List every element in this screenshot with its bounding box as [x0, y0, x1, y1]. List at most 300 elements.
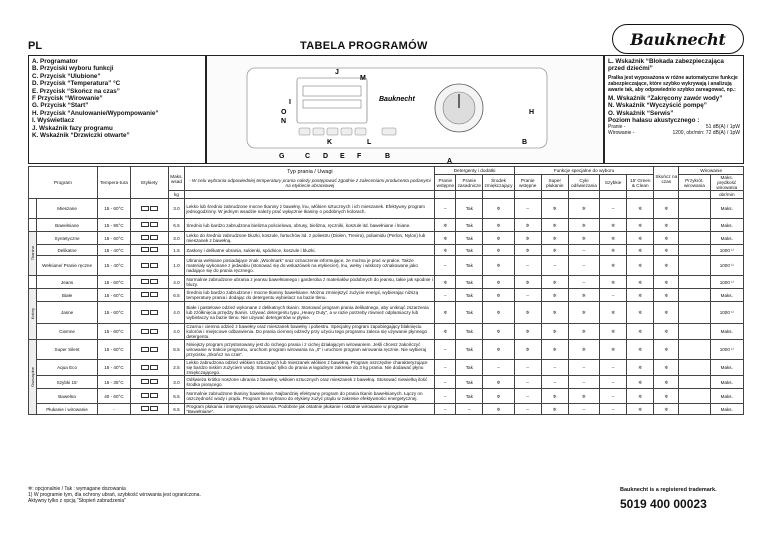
option-cell: ✲ — [435, 219, 456, 232]
legend-item-h: H. Przycisk “Anulowanie/Wypompowanie” — [32, 109, 159, 117]
option-cell: ✲ — [568, 324, 599, 340]
option-cell: ✲ — [483, 324, 514, 340]
program-description: Niniejszy program przystosowany jest do cichego prania i z cichej działającym wirowaniem. Jeśli chcesz zakończyć wirowanie w trakcie programu, uruchom program wirowania na „0” i uruchom program wirowania ręcznie. Nie wybieraj przycisku „Skończ na czas”. — [185, 340, 435, 360]
care-label-icon — [150, 365, 158, 370]
program-load: 6.5 — [168, 340, 185, 360]
option-cell: ✲ — [483, 276, 514, 289]
spin-speed: Maks. — [710, 219, 743, 232]
program-name: Aqua Eco — [37, 360, 97, 376]
care-label-icon — [141, 393, 149, 398]
svg-text:J: J — [335, 69, 339, 76]
table-row — [29, 245, 744, 256]
program-name: Jeans — [37, 276, 97, 289]
option-cell: ✲ — [627, 404, 654, 415]
option-cell: ✲ — [654, 376, 679, 389]
program-load: 4.0 — [168, 324, 185, 340]
program-temp: 15 - 40°C — [97, 360, 130, 376]
care-label-icon — [150, 279, 158, 284]
legend-item-e: E. Przycisk “Skończ na czas” — [32, 87, 120, 95]
program-name: Bawełna — [37, 389, 97, 404]
program-temp: - — [97, 404, 130, 415]
program-name: Mieszane — [37, 199, 97, 219]
legend-item-l: L. Wskaźnik “Blokada zabezpieczająca przed dziećmi” — [608, 58, 724, 73]
option-cell: ✲ — [627, 302, 654, 324]
option-cell: ✲ — [568, 389, 599, 404]
option-cell: – — [435, 376, 456, 389]
option-cell-extra — [679, 324, 710, 340]
program-description: Ubrania wełniane posiadające znak „Woolmark” oraz oznaczenie informujące, że można je prać w pralce. Także materiały wykonane z jedwabiu (stosować się do wskazówek na etykiecie!), lnu, wełny i wiskozy oznakowane jako nadające się do prania ręcznego. — [185, 256, 435, 276]
option-cell: ✲ — [568, 199, 599, 219]
table-row — [29, 289, 744, 302]
care-label-icons — [131, 276, 169, 289]
option-cell: ✲ — [654, 340, 679, 360]
care-label-icons — [131, 389, 169, 404]
option-cell: ✲ — [627, 199, 654, 219]
option-cell: – — [541, 256, 568, 276]
option-cell: – — [514, 360, 541, 376]
option-cell: ✲ — [514, 219, 541, 232]
spin-speed: 1000 ¹⁾ — [710, 302, 743, 324]
header-special: Funkcje specjalne do wyboru — [514, 167, 654, 175]
care-label-icon — [150, 329, 158, 334]
care-label-icons — [131, 376, 169, 389]
svg-text:N: N — [281, 118, 287, 125]
noise-spin-value: 1200, obr/min: 72 dB(A) / 1pW — [672, 130, 740, 137]
group-label: Tkanina — [29, 232, 37, 276]
option-cell: – — [600, 289, 627, 302]
option-cell: – — [483, 360, 514, 376]
option-cell: ✲ — [483, 219, 514, 232]
program-load: 4.0 — [168, 302, 185, 324]
spin-speed: 1000 ¹⁾ — [710, 340, 743, 360]
option-cell: – — [514, 256, 541, 276]
legend-left — [28, 55, 206, 164]
option-cell: ✲ — [483, 302, 514, 324]
option-cell: – — [435, 389, 456, 404]
option-cell-extra — [679, 219, 710, 232]
svg-text:I: I — [289, 99, 291, 106]
svg-text:E: E — [340, 153, 345, 160]
svg-text:D: D — [323, 153, 329, 160]
legend-item-k: K. Wskaźnik “Drzwiczki otwarte” — [32, 132, 130, 140]
header-program: Program — [29, 167, 98, 199]
option-cell: ✲ — [514, 232, 541, 245]
care-label-icon — [141, 279, 149, 284]
header-refresh: Cyki odświeżania — [568, 175, 599, 191]
legend-right — [604, 55, 744, 164]
option-cell: ✲ — [435, 302, 456, 324]
option-cell: ✲ — [627, 340, 654, 360]
option-cell: ✲ — [541, 245, 568, 256]
option-cell: ✲ — [627, 219, 654, 232]
program-load: 6.5 — [168, 404, 185, 415]
program-name: Ciemne — [37, 324, 97, 340]
option-cell: Tak — [456, 199, 483, 219]
option-cell: ✲ — [600, 245, 627, 256]
svg-text:C: C — [305, 153, 311, 160]
spin-speed: 1000 ¹⁾ — [710, 245, 743, 256]
header-super: Super płukanie — [541, 175, 568, 191]
care-label-icon — [150, 406, 158, 411]
care-label-icon — [150, 263, 158, 268]
option-cell: ✲ — [541, 289, 568, 302]
care-label-icon — [141, 206, 149, 211]
program-load: 6.5 — [168, 289, 185, 302]
care-label-icon — [141, 347, 149, 352]
option-cell: ✲ — [654, 404, 679, 415]
legend-item-m: M. Wskaźnik “Zakręcony zawór wody” — [608, 94, 723, 102]
spin-speed: Maks. — [710, 232, 743, 245]
care-label-icons — [131, 232, 169, 245]
care-label-icons — [131, 219, 169, 232]
spin-speed: Maks. — [710, 324, 743, 340]
option-cell: ✲ — [568, 232, 599, 245]
option-cell: ✲ — [483, 404, 514, 415]
program-temp: 15 - 40°C — [97, 245, 130, 256]
care-label-icons — [131, 360, 169, 376]
header-type-title: Typ prania / Uwagi — [287, 168, 333, 175]
svg-text:L: L — [367, 139, 372, 146]
option-cell-extra — [679, 199, 710, 219]
program-load: 4.0 — [168, 276, 185, 289]
option-cell: ✲ — [483, 245, 514, 256]
option-cell: – — [435, 340, 456, 360]
option-cell: – — [600, 360, 627, 376]
option-cell: ✲ — [654, 276, 679, 289]
option-cell: ✲ — [483, 340, 514, 360]
noise-spin-label: Wirowanie - — [608, 130, 635, 137]
table-row — [29, 302, 744, 324]
care-label-icons — [131, 302, 169, 324]
legend-item-i: I. Wyświetlacz — [32, 117, 75, 125]
program-temp: 15 - 35°C — [97, 376, 130, 389]
legend-item-b: B. Przyciski wyboru funkcji — [32, 65, 114, 73]
option-cell: ✲ — [541, 232, 568, 245]
care-label-icons — [131, 256, 169, 276]
option-cell: – — [514, 376, 541, 389]
care-label-icon — [141, 263, 149, 268]
care-label-icon — [150, 235, 158, 240]
program-load: 3.0 — [168, 376, 185, 389]
option-cell: ✲ — [483, 289, 514, 302]
option-cell: – — [600, 376, 627, 389]
option-cell: ✲ — [627, 376, 654, 389]
option-cell-extra — [679, 245, 710, 256]
care-label-icon — [150, 310, 158, 315]
svg-text:B: B — [385, 153, 391, 160]
program-name: Białe — [37, 289, 97, 302]
program-name: Szybki 15' — [37, 376, 97, 389]
header-soft: Środek zmiękczający — [483, 175, 514, 191]
option-cell: ✲ — [654, 245, 679, 256]
spin-speed: Maks. — [710, 289, 743, 302]
care-label-icon — [141, 235, 149, 240]
option-cell: ✲ — [600, 232, 627, 245]
option-cell-extra — [679, 376, 710, 389]
table-row — [29, 376, 744, 389]
care-label-icon — [150, 347, 158, 352]
option-cell: ✲ — [627, 324, 654, 340]
option-cell: ✲ — [654, 219, 679, 232]
option-cell: – — [568, 376, 599, 389]
care-label-icon — [141, 222, 149, 227]
header-main: Pranie zasadnicze — [456, 175, 483, 191]
spin-speed: Maks. — [710, 199, 743, 219]
care-label-icon — [141, 406, 149, 411]
program-name: Delikatne — [37, 245, 97, 256]
care-label-icons — [131, 245, 169, 256]
legend-item-d: D. Przycisk “Temperatura” °C — [32, 80, 121, 88]
program-temp: 15 - 60°C — [97, 302, 130, 324]
table-row — [29, 360, 744, 376]
option-cell: ✲ — [654, 232, 679, 245]
trademark-note: Bauknecht is a registered trademark. — [620, 487, 717, 493]
header-spin-short: Przykrót. wirowania — [679, 175, 710, 191]
table-row — [29, 256, 744, 276]
legend-item-a: A. Programator — [32, 58, 78, 65]
legend-item-o: O. Wskaźnik “Serwis” — [608, 109, 674, 117]
spin-speed: Maks. — [710, 404, 743, 415]
option-cell: ✲ — [541, 219, 568, 232]
care-label-icons — [131, 289, 169, 302]
option-cell: Tak — [456, 289, 483, 302]
care-label-icons — [131, 199, 169, 219]
option-cell: Tak — [456, 302, 483, 324]
care-label-icon — [150, 379, 158, 384]
option-cell-extra — [679, 289, 710, 302]
program-name: Bawełniane — [37, 219, 97, 232]
program-description: Średnio lub bardzo zabrudzone i mocne tkaniny bawełniane. Można zmniejszyć zużycie energii, wybierając niższą temperaturę prania i dodając do detergentu wybielacz na bazie tlenu. — [185, 289, 435, 302]
option-cell: ✲ — [483, 199, 514, 219]
program-description: Program płukania i intensywnego wirowania. Podobnie jak ostatnie płukanie i ostatnie wirowanie w programie “Bawełniane”. — [185, 404, 435, 415]
option-cell-extra — [679, 340, 710, 360]
option-cell: ✲ — [514, 245, 541, 256]
program-description: Lekko do średnio zabrudzone bluzki, koszule, fartuchów itd. z poliestru (Diolen, Trevira), poliamidu (Perlon, Nylon) lub mieszanek z bawełną. — [185, 232, 435, 245]
care-label-icon — [150, 206, 158, 211]
header-spin-max: Maks. prędkość wirowania — [710, 175, 743, 191]
option-cell: – — [568, 256, 599, 276]
footnote-1: ✲: opcjonalnie / Tak : wymagane dozowania — [28, 486, 126, 492]
table-row — [29, 199, 744, 219]
option-cell: ✲ — [435, 276, 456, 289]
program-load: 6.5 — [168, 219, 185, 232]
care-label-icon — [141, 329, 149, 334]
program-description: Normalnie zabrudzone ubrania z jeansu bawełnianego i garderoba z materiałów podobnych do jeansu, takie jak spodnie i bluzy. — [185, 276, 435, 289]
care-label-icons — [131, 340, 169, 360]
care-label-icon — [150, 222, 158, 227]
header-fast: Szybkie — [600, 175, 627, 191]
option-cell: ✲ — [600, 219, 627, 232]
option-cell: ✲ — [654, 199, 679, 219]
header-labels: Etykiety — [131, 167, 169, 199]
care-label-icon — [150, 393, 158, 398]
option-cell-extra — [679, 389, 710, 404]
noise-wash-value: 51 dB(A) / 1pW — [705, 124, 740, 131]
option-cell: ✲ — [483, 256, 514, 276]
header-temp: Tempera-tura — [97, 167, 130, 199]
svg-text:M: M — [360, 75, 366, 82]
option-cell: ✲ — [541, 389, 568, 404]
program-load: 1.5 — [168, 245, 185, 256]
legend-item-n: N. Wskaźnik “Wyczyścić pompę” — [608, 102, 707, 110]
svg-text:F: F — [357, 153, 362, 160]
program-temp: 15 - 40°C — [97, 256, 130, 276]
option-cell: Tak — [456, 324, 483, 340]
option-cell: ✲ — [568, 219, 599, 232]
option-cell: ✲ — [541, 302, 568, 324]
option-cell: ✲ — [514, 302, 541, 324]
option-cell: ✲ — [568, 340, 599, 360]
option-cell: ✲ — [654, 302, 679, 324]
option-cell: ✲ — [514, 276, 541, 289]
svg-text:B: B — [522, 139, 528, 146]
footnote-3: Aktywny tylko z opcją “Stopień zabrudzenia” — [28, 498, 126, 504]
option-cell: ✲ — [514, 324, 541, 340]
program-load: 2.5 — [168, 360, 185, 376]
option-cell: Tak — [456, 376, 483, 389]
option-cell: ✲ — [600, 276, 627, 289]
option-cell: ✲ — [600, 256, 627, 276]
option-cell: ✲ — [568, 289, 599, 302]
option-cell: ✲ — [627, 245, 654, 256]
program-description: Odświeża krótko noszone ubrania z bawełny, włókien sztucznych oraz mieszanek z bawełną. Stosować niewielką ilość środka piorącego. — [185, 376, 435, 389]
table-row — [29, 232, 744, 245]
svg-text:G: G — [279, 153, 285, 160]
table-row — [29, 389, 744, 404]
option-cell: – — [514, 404, 541, 415]
country-code: PL — [28, 40, 43, 52]
care-label-icons — [131, 404, 169, 415]
option-cell: – — [435, 256, 456, 276]
spin-speed: Maks. — [710, 360, 743, 376]
option-cell: Tak — [456, 245, 483, 256]
option-cell: ✲ — [541, 340, 568, 360]
option-cell: ✲ — [600, 302, 627, 324]
care-label-icon — [141, 379, 149, 384]
option-cell: Tak — [456, 276, 483, 289]
program-temp: 15 - 60°C — [97, 289, 130, 302]
option-cell: ✲ — [541, 276, 568, 289]
option-cell: ✲ — [541, 404, 568, 415]
care-label-icon — [150, 292, 158, 297]
option-cell: ✲ — [654, 289, 679, 302]
noise-wash-label: Pranie - — [608, 124, 626, 131]
page-title: TABELA PROGRAMÓW — [300, 40, 428, 52]
header-load-unit: kg — [168, 191, 185, 199]
noise-title: Poziom hałasu akustycznego : — [608, 117, 700, 125]
program-temp: 15 - 60°C — [97, 276, 130, 289]
program-name: Płukanie i wirowanie — [37, 404, 97, 415]
option-cell: ✲ — [541, 199, 568, 219]
table-row — [29, 324, 744, 340]
option-cell: – — [514, 289, 541, 302]
spin-speed: Maks. — [710, 376, 743, 389]
option-cell: ✲ — [654, 360, 679, 376]
option-cell: ✲ — [600, 340, 627, 360]
option-cell-extra — [679, 232, 710, 245]
program-load: 1.0 — [168, 256, 185, 276]
program-table — [28, 166, 744, 415]
header-rpm: obr/min — [710, 191, 743, 199]
option-cell: Tak — [456, 232, 483, 245]
group-label: Kolory — [29, 289, 37, 340]
header-spin: Wirowanie — [679, 167, 744, 175]
option-cell: ✲ — [568, 302, 599, 324]
program-name: Syntetyczne — [37, 232, 97, 245]
svg-text:K: K — [327, 139, 333, 146]
program-name: Super Silent — [37, 340, 97, 360]
option-cell: ✲ — [514, 340, 541, 360]
svg-text:O: O — [281, 109, 287, 116]
program-load: 3.0 — [168, 232, 185, 245]
option-cell: – — [514, 389, 541, 404]
program-load: 6.5 — [168, 389, 185, 404]
legend-item-f: F Przycisk “Wirowanie” — [32, 95, 103, 103]
option-cell: – — [435, 404, 456, 415]
table-row — [29, 404, 744, 415]
machine-panel-illustration — [206, 55, 604, 164]
header-endtime: Skończ na czas — [654, 167, 679, 191]
table-row — [29, 219, 744, 232]
legend-item-j: J. Wskaźnik fazy programu — [32, 124, 113, 132]
legend-item-c: C. Przycisk “Ulubione” — [32, 72, 101, 80]
option-cell: ✲ — [435, 324, 456, 340]
option-cell: ✲ — [627, 232, 654, 245]
option-cell: ✲ — [435, 245, 456, 256]
program-temp: 15 - 60°C — [97, 199, 130, 219]
svg-text:H: H — [529, 109, 535, 116]
spin-speed: 1000 ¹⁾ — [710, 256, 743, 276]
care-label-icon — [141, 365, 149, 370]
option-cell: Tak — [456, 389, 483, 404]
option-cell: ✲ — [627, 389, 654, 404]
control-panel-drawing — [207, 56, 605, 165]
header-detergents: Detergenty i dodatki — [435, 167, 514, 175]
option-cell: – — [456, 404, 483, 415]
care-label-icon — [141, 310, 149, 315]
option-cell: – — [435, 360, 456, 376]
program-temp: 15 - 60°C — [97, 340, 130, 360]
table-row — [29, 276, 744, 289]
option-cell: – — [600, 199, 627, 219]
program-temp: 15 - 60°C — [97, 232, 130, 245]
group-label: Oszczędne — [29, 340, 37, 415]
spin-speed: 1000 ¹⁾ — [710, 276, 743, 289]
option-cell-extra — [679, 276, 710, 289]
option-cell: ✲ — [541, 324, 568, 340]
footnote-2: 1) W programie tym, dla ochrony ubrań, szybkość wirowania jest ograniczona. — [28, 492, 201, 498]
header-15min: 15' Green & Clean — [627, 175, 654, 191]
care-label-icons — [131, 324, 169, 340]
program-description: Zasłony i delikatne ubrania, sukienki, spódnice, koszule i bluzki. — [185, 245, 435, 256]
option-cell: ✲ — [627, 360, 654, 376]
option-cell: ✲ — [654, 324, 679, 340]
program-temp: 15 - 95°C — [97, 219, 130, 232]
care-label-icon — [150, 247, 158, 252]
option-cell: ✲ — [654, 389, 679, 404]
option-cell: ✲ — [483, 376, 514, 389]
program-description: Czarna i ciemna odzież z bawełny oraz mieszanek bawełny i poliestru. Specjalny program zapobiegający blaknięciu kolorów i miejscowe odbarwienia. Do prania ciemnej odzieży przy użyciu tego programu zaleca się używanie płynnego detergentu. — [185, 324, 435, 340]
program-temp: 40 - 60°C — [97, 389, 130, 404]
option-cell: – — [435, 199, 456, 219]
header-load: Maks. wsad — [168, 167, 185, 191]
svg-text:A: A — [447, 158, 453, 165]
option-cell: – — [435, 289, 456, 302]
panel-brand-text: Bauknecht — [379, 96, 415, 103]
option-cell: – — [600, 404, 627, 415]
header-prewash: Pranie wstępne — [514, 175, 541, 191]
option-cell-extra — [679, 360, 710, 376]
